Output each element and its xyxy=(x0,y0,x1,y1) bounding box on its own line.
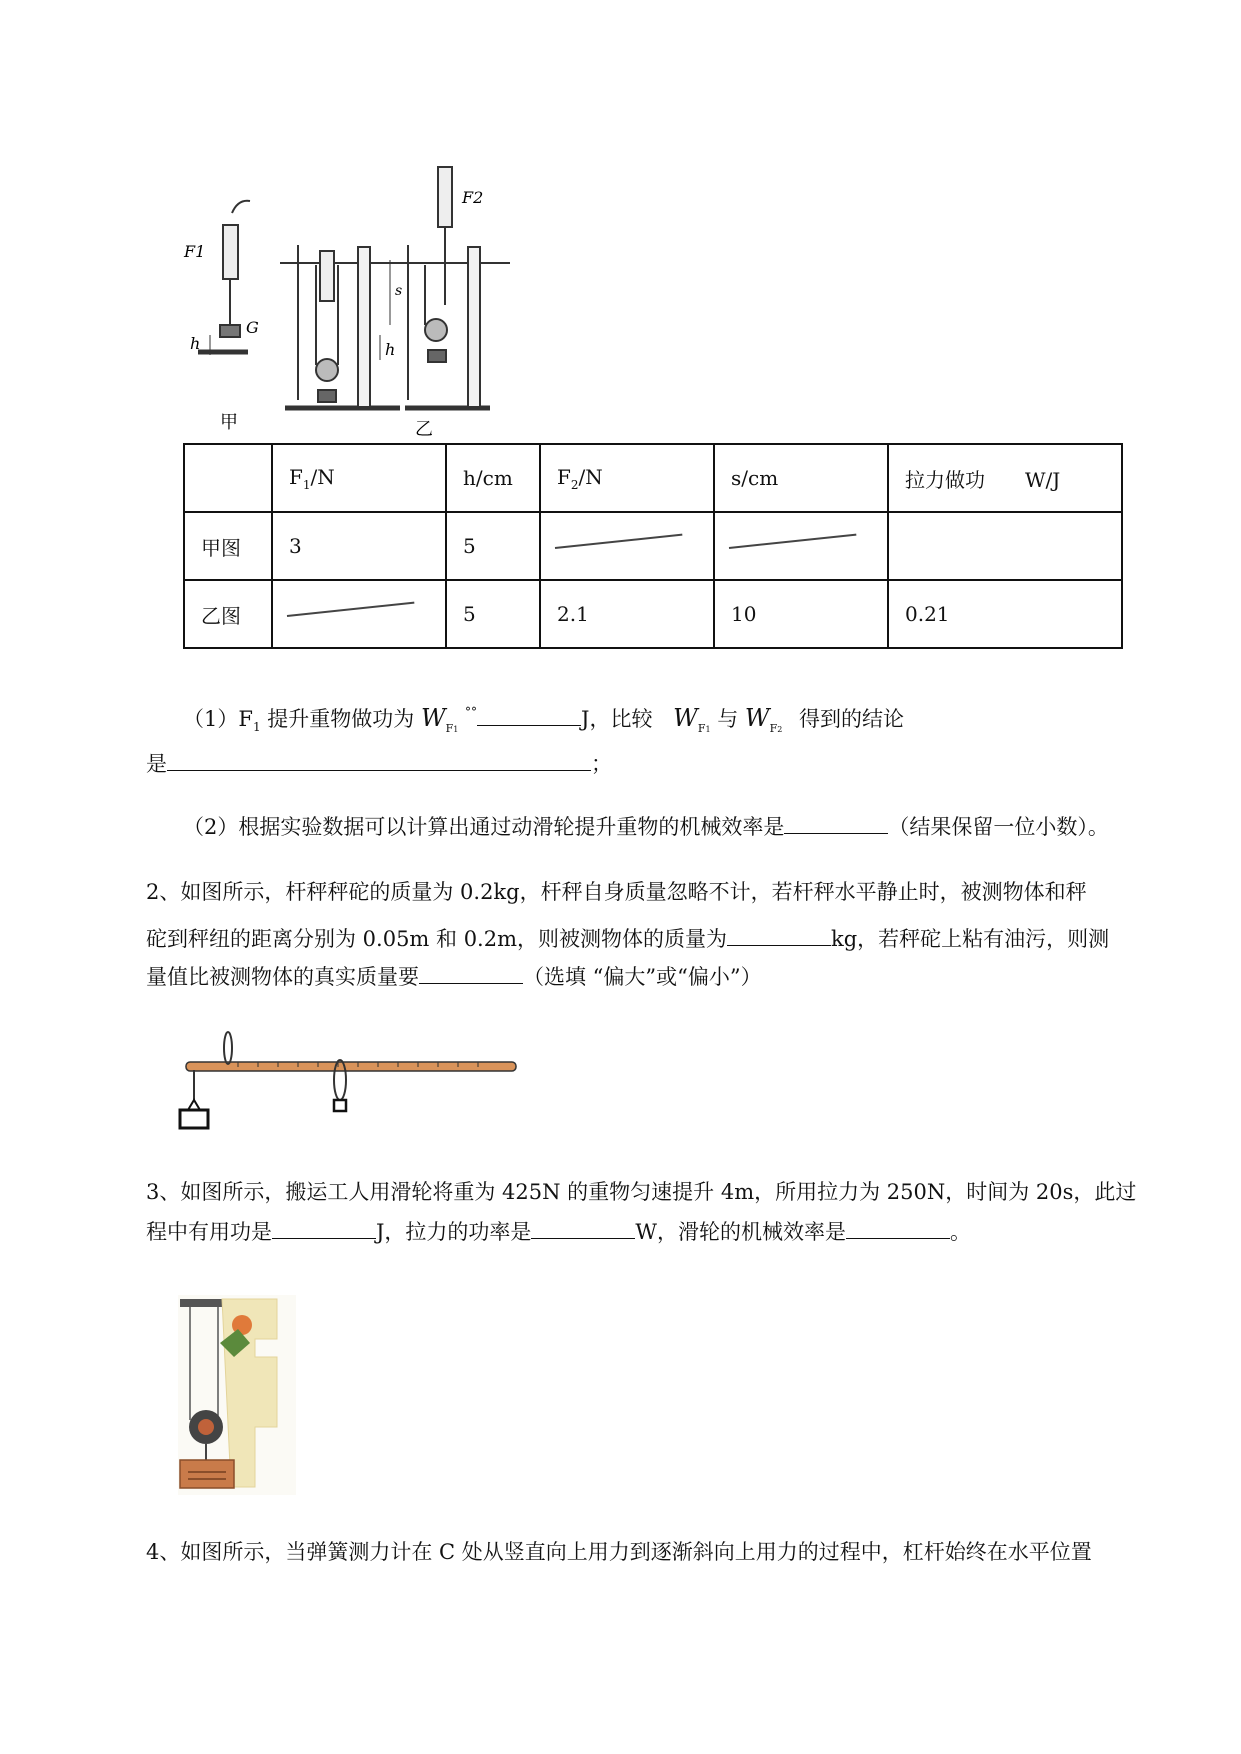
table-cell: 0.21 xyxy=(888,580,1122,648)
q1-part2: （2）根据实验数据可以计算出通过动滑轮提升重物的机械效率是 （结果保留一位小数）。 xyxy=(183,815,1109,839)
q2-line1: 2、如图所示，杆秤秤砣的质量为 0.2kg，杆秤自身质量忽略不计，若杆秤水平静止时，被测物体和秤 xyxy=(146,880,1087,904)
pulley-experiment-figure xyxy=(184,155,570,440)
table-cell-struck xyxy=(540,512,714,580)
table-header-row xyxy=(184,444,1122,512)
W-F1-symbol: $W_{F1}$ xyxy=(420,704,459,735)
table-cell-struck xyxy=(272,580,446,648)
label-G: G xyxy=(246,318,259,337)
q3-line2: 程中有用功是 J，拉力的功率是 W，滑轮的机械效率是 。 xyxy=(146,1220,972,1244)
table-header-cell: s/cm xyxy=(714,444,888,512)
q3-line1: 3、如图所示，搬运工人用滑轮将重为 425N 的重物匀速提升 4m，所用拉力为 250N，时间为 20s，此过 xyxy=(146,1180,1137,1204)
q1-part1-line2: 是 ； xyxy=(146,752,612,776)
label-F2: F2 xyxy=(462,188,484,207)
table-header-cell: 拉力做功 W/J xyxy=(888,444,1122,512)
q4-line1: 4、如图所示，当弹簧测力计在 C 处从竖直向上用力到逐渐斜向上用力的过程中，杠杆始终在水平位置 xyxy=(146,1540,1092,1564)
answer-blank[interactable] xyxy=(784,813,888,834)
table-row xyxy=(184,512,1122,580)
table-cell-struck xyxy=(714,512,888,580)
W-F1-symbol: $W_{F1}$ xyxy=(673,704,711,735)
label-h-right: h xyxy=(385,340,396,359)
row-label: 乙图 xyxy=(184,580,272,648)
label-F1: F1 xyxy=(184,242,206,261)
label-s: s xyxy=(395,283,403,299)
row-label: 甲图 xyxy=(184,512,272,580)
q1-part1-line1: $(1)F_1$ 提升重物做功为 $W_{F1}$ °° J，比较 $W_{F1}$ 与 $W_{F2}$ 得到的结论 xyxy=(183,704,905,735)
label-h-left: h xyxy=(190,334,201,353)
answer-blank[interactable] xyxy=(531,1218,635,1239)
table-cell: 5 xyxy=(446,580,540,648)
answer-blank[interactable] xyxy=(477,705,581,726)
steelyard-figure xyxy=(178,1030,523,1135)
data-table xyxy=(183,443,1123,649)
q2-line2: 砣到秤纽的距离分别为 0.05m 和 0.2m，则被测物体的质量为 kg，若秤砣上粘有油污，则测 xyxy=(146,927,1110,951)
table-cell: 10 xyxy=(714,580,888,648)
table-header-cell xyxy=(184,444,272,512)
worker-pulley-figure xyxy=(178,1295,296,1495)
label-jia: 甲 xyxy=(220,412,238,433)
table-cell: 2.1 xyxy=(540,580,714,648)
table-cell xyxy=(888,512,1122,580)
answer-blank[interactable] xyxy=(272,1218,376,1239)
table-header-cell: $F_2/N$ xyxy=(540,444,714,512)
answer-blank[interactable] xyxy=(167,750,591,771)
answer-blank[interactable] xyxy=(419,963,523,984)
table-row xyxy=(184,580,1122,648)
W-F2-symbol: $W_{F2}$ xyxy=(744,704,783,735)
table-header-cell: $F_1/N$ xyxy=(272,444,446,512)
answer-blank[interactable] xyxy=(727,925,831,946)
q2-line3: 量值比被测物体的真实质量要 （选填 “偏大”或“偏小”） xyxy=(146,965,762,989)
answer-blank[interactable] xyxy=(846,1218,950,1239)
table-cell: 5 xyxy=(446,512,540,580)
label-yi: 乙 xyxy=(415,419,433,440)
table-cell: 3 xyxy=(272,512,446,580)
table-header-cell: h/cm xyxy=(446,444,540,512)
